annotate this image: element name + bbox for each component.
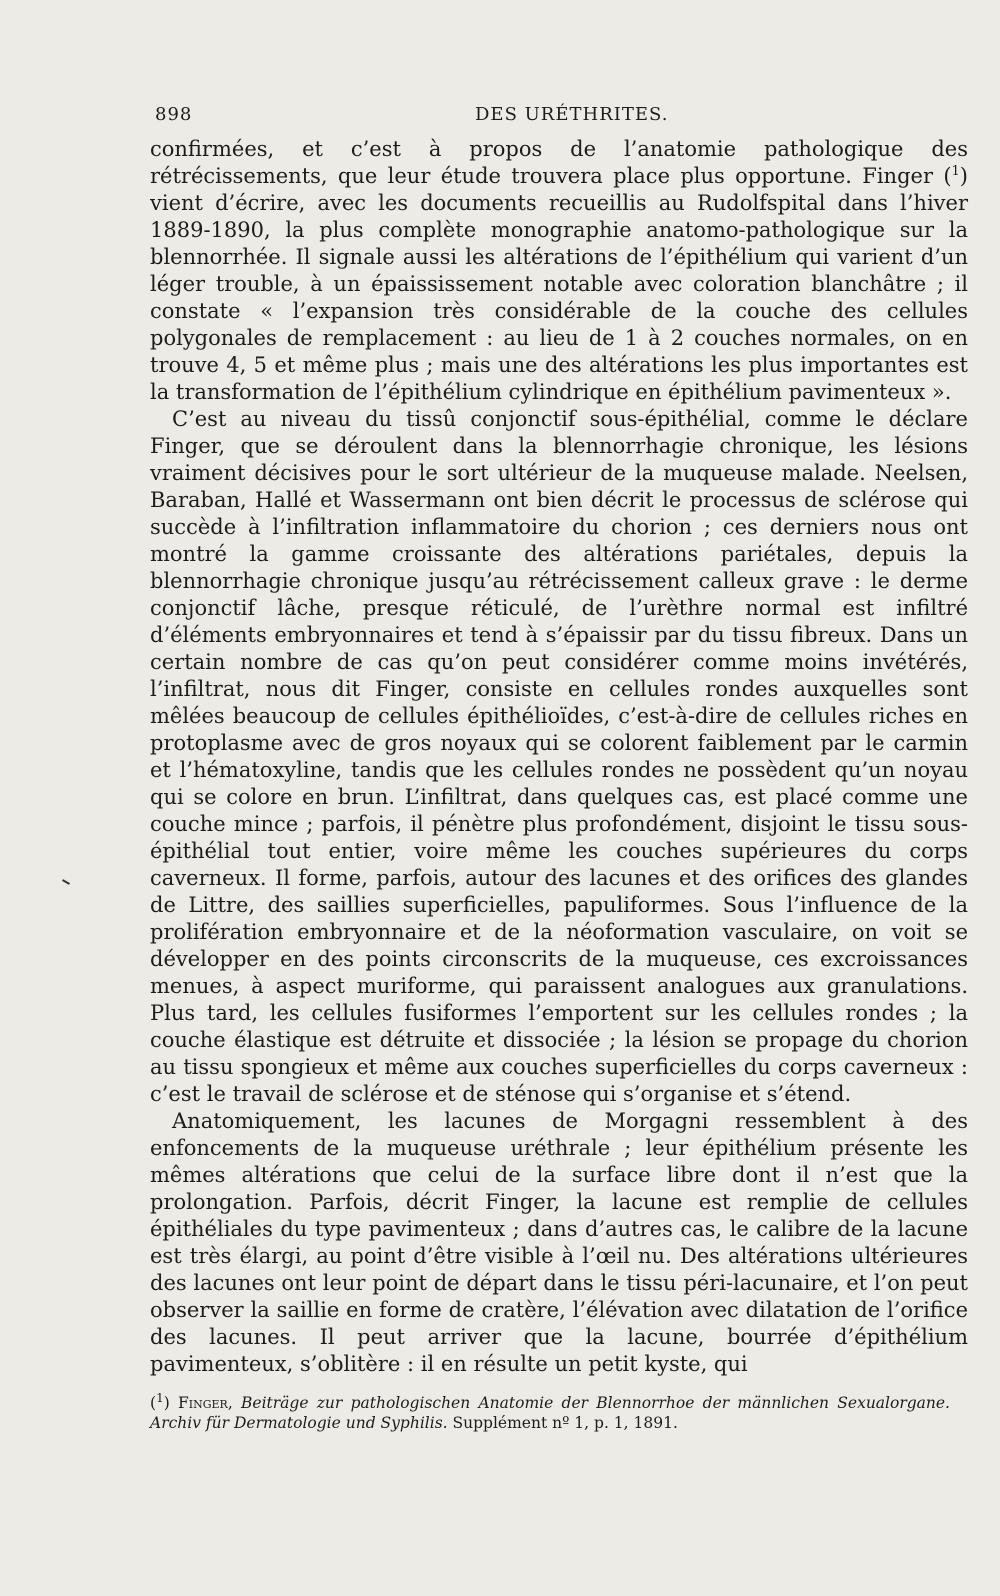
text-run: Anatomiquement, les lacunes de Morgagni ressemblent à des enfoncements de la muqueuse uréthrale ; leur épithélium présente les mêmes altérations que celui de la surface libre dont il n’est que la prolongation. Parfois, décrit Finger, la lacune est remplie de cellules épithéliales du type pavimenteux ; dans d’autres cas, le calibre de la lacune est très élargi, au point d’être visible à l’œil nu. Des altérations ultérieures des lacunes ont leur point de départ dans le tissu péri-lacunaire, et l’on peut observer la saillie en forme de cratère, l’élévation avec dilatation de l’orifice des lacunes. Il peut arriver que la lacune, bourrée d’épithélium pavimenteux, s’oblitère : il en résulte un petit kyste, qui <box>150 1109 968 1376</box>
footnote-author: Finger <box>178 1394 228 1412</box>
margin-mark <box>62 879 70 885</box>
page-header <box>155 104 955 130</box>
footnote-mark: 1 <box>156 1390 164 1405</box>
footnote-reference: 1 <box>951 164 960 179</box>
text-run: ) vient d’écrire, avec les documents recueillis au Rudolfspital dans l’hiver 1889-1890, la plus complète monographie anatomo-pathologique sur la blennorrhée. Il signale aussi les altérations de l’épithélium qui varient d’un léger trouble, à un épaississement notable avec coloration blanchâtre ; il constate « l’expansion très considérable de la couche des cellules polygonales de remplacement : au lieu de 1 à 2 couches normales, on en trouve 4, 5 et même plus ; mais une des altérations les plus importantes est la transformation de l’épithélium cylindrique en épithélium pavimenteux ». <box>150 164 968 404</box>
footnote: ($^1$) Finger, Beiträge zur pathologischen Anatomie der Blennorrhoe der männlichen Sexualorgane. Archiv für Dermatologie und Syphilis. Supplément nº 1, p. 1, 1891. <box>150 1390 950 1432</box>
running-title: DES URÉTHRITES. <box>475 104 669 125</box>
text-run: confirmées, et c’est à propos de l’anatomie pathologique des rétrécissements, que leur étude trouvera place plus opportune. Finger ( <box>150 137 968 188</box>
footnote-citation-title: Beiträge zur pathologischen Anatomie der Blennorrhoe der männlichen Sexualorgane. Archiv für Dermatologie und Syphilis. <box>150 1394 950 1432</box>
text-run: C’est au niveau du tissû conjonctif sous-épithélial, comme le déclare Finger, que se déroulent dans la blennorrhagie chronique, les lésions vraiment décisives pour le sort ultérieur de la muqueuse malade. Neelsen, Baraban, Hallé et Wassermann ont bien décrit le processus de sclérose qui succède à l’infiltration inflammatoire du chorion ; ces derniers nous ont montré la gamme croissante des altérations pariétales, depuis la blennorrhagie chronique jusqu’au rétrécissement calleux grave : le derme conjonctif lâche, presque réticulé, de l’urèthre normal est infiltré d’éléments embryonnaires et tend à s’épaissir par du tissu fibreux. Dans un certain nombre de cas qu’on peut considérer comme moins invétérés, l’infiltrat, nous dit Finger, consiste en cellules rondes auxquelles sont mêlées beaucoup de cellules épithélioïdes, c’est-à-dire de cellules riches en protoplasme avec de gros noyaux qui se colorent faiblement par le carmin et l’hématoxyline, tandis que les cellules rondes ne possèdent qu’un noyau qui se colore en brun. L’infiltrat, dans quelques cas, est placé comme une couche mince ; parfois, il pénètre plus profondément, disjoint le tissu sous-épithélial tout entier, voire même les couches supérieures du corps caverneux. Il forme, parfois, autour des lacunes et des orifices des glandes de Littre, des saillies superficielles, papuliformes. Sous l’influence de la prolifération embryonnaire et de la néoformation vasculaire, on voit se développer en des points circonscrits de la muqueuse, ces excroissances menues, à aspect muriforme, qui paraissent analogues aux granulations. Plus tard, les cellules fusiformes l’emportent sur les cellules rondes ; la couche élastique est détruite et dissociée ; la lésion se propage du chorion au tissu spongieux et même aux couches superficielles du corps caverneux : c’est le travail de sclérose et de sténose qui s’organise et s’étend. <box>150 407 968 1106</box>
paragraph <box>150 136 968 406</box>
body-text <box>150 136 968 1378</box>
paragraph <box>150 1108 968 1378</box>
page-number: 898 <box>155 104 193 125</box>
footnote-text: , <box>227 1394 242 1412</box>
footnote-text: Supplément nº 1, p. 1, 1891. <box>447 1414 678 1432</box>
paragraph <box>150 406 968 1108</box>
